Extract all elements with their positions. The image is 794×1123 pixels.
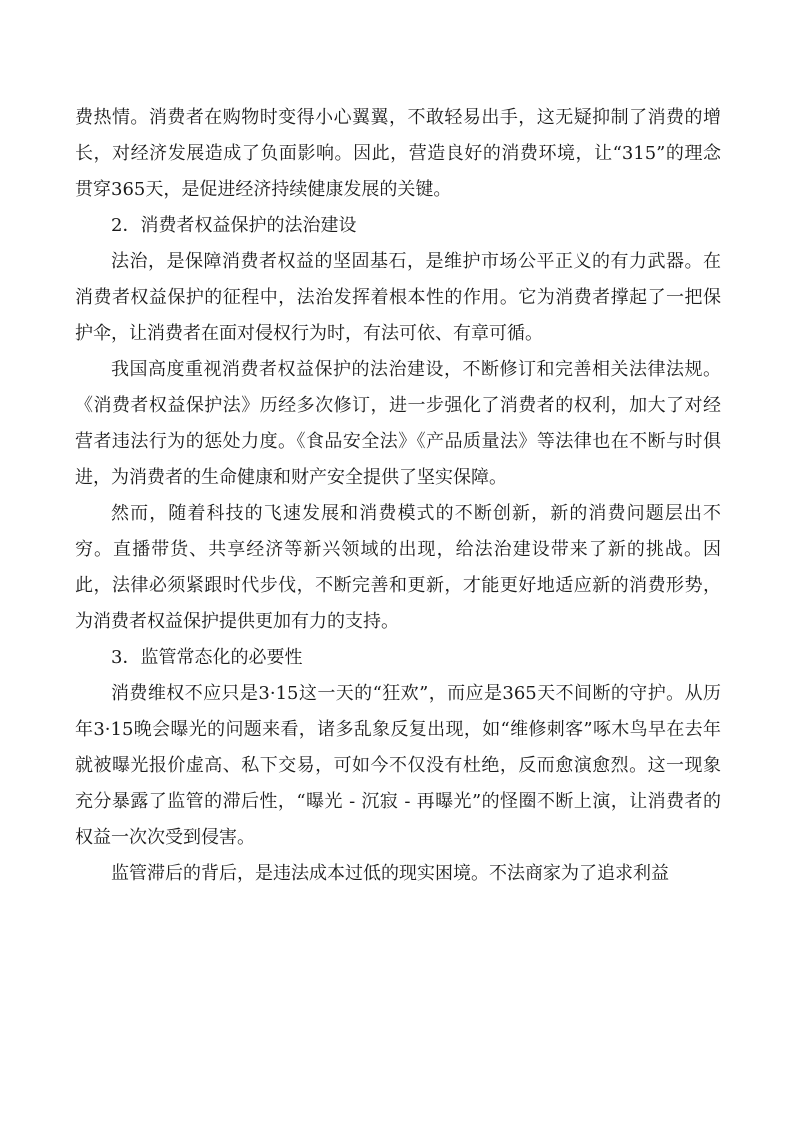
paragraph-continuation: 费热情。消费者在购物时变得小心翼翼，不敢轻易出手，这无疑抑制了消费的增长，对经济发展造成了负面影响。因此，营造良好的消费环境，让“315”的理念贯穿365天，是促进经济持续健康发展的关键。	[75, 107, 721, 200]
paragraph: 监管滞后的背后，是违法成本过低的现实困境。不法商家为了追求利益	[111, 863, 669, 884]
section-heading-2: 2．消费者权益保护的法治建设	[111, 215, 357, 236]
paragraph: 我国高度重视消费者权益保护的法治建设，不断修订和完善相关法律法规。《消费者权益保护法》历经多次修订，进一步强化了消费者的权利，加大了对经营者违法行为的惩处力度。《食品安全法》《产品质量法》等法律也在不断与时俱进，为消费者的生命健康和财产安全提供了坚实保障。	[75, 359, 721, 488]
section-heading-3: 3．监管常态化的必要性	[111, 647, 303, 668]
paragraph: 消费维权不应只是3·15这一天的“狂欢”，而应是365天不间断的守护。从历年3·15晚会曝光的问题来看，诸多乱象反复出现，如“维修刺客”啄木鸟早在去年就被曝光报价虚高、私下交易，可如今不仅没有杜绝，反而愈演愈烈。这一现象充分暴露了监管的滞后性，“曝光 - 沉寂 - 再曝光”的怪圈不断上演，让消费者的权益一次次受到侵害。	[75, 683, 721, 848]
document-body	[75, 100, 721, 892]
paragraph: 然而，随着科技的飞速发展和消费模式的不断创新，新的消费问题层出不穷。直播带货、共享经济等新兴领域的出现，给法治建设带来了新的挑战。因此，法律必须紧跟时代步伐，不断完善和更新，才能更好地适应新的消费形势，为消费者权益保护提供更加有力的支持。	[75, 503, 721, 632]
paragraph: 法治，是保障消费者权益的坚固基石，是维护市场公平正义的有力武器。在消费者权益保护的征程中，法治发挥着根本性的作用。它为消费者撑起了一把保护伞，让消费者在面对侵权行为时，有法可依、有章可循。	[75, 251, 721, 344]
